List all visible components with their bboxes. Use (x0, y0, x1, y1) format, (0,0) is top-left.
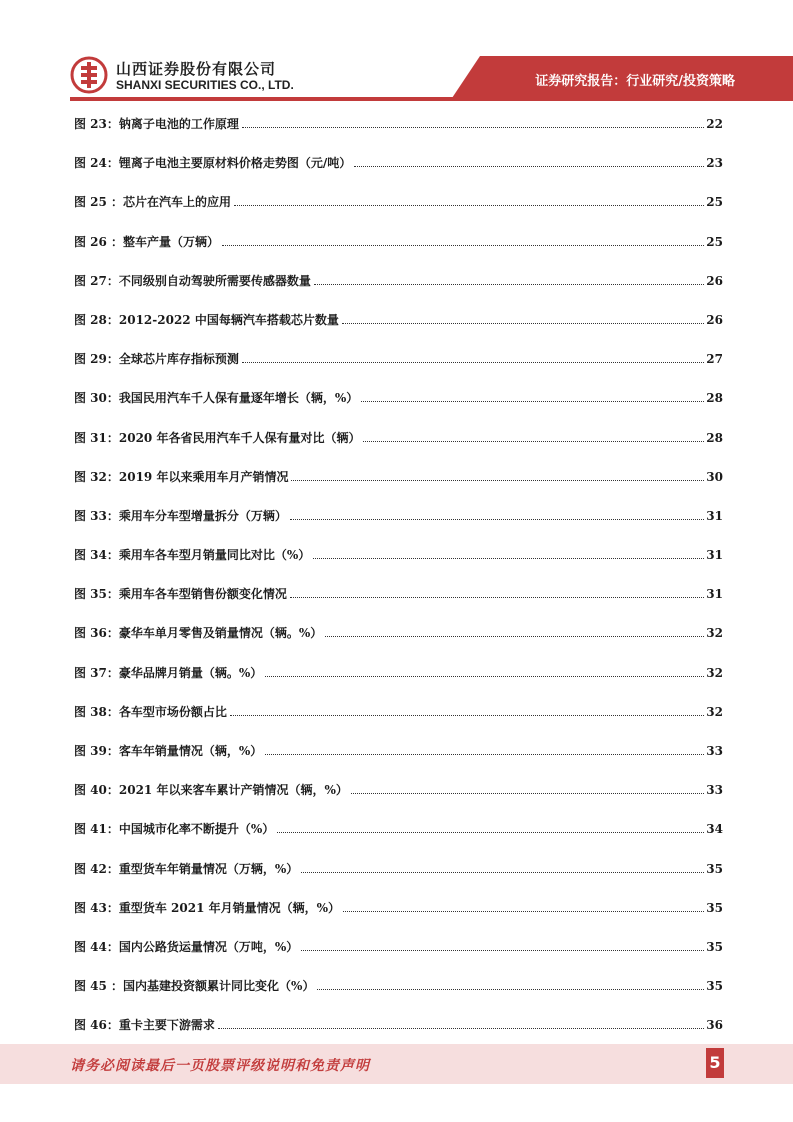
toc-entry-page: 35 (706, 900, 723, 915)
toc-entry[interactable] (74, 577, 723, 616)
toc-entry-label: 图 32：2019 年以来乘用车月产销情况 (74, 469, 289, 484)
toc-entry[interactable] (74, 969, 723, 1008)
toc-entry-label: 图 31：2020 年各省民用汽车千人保有量对比（辆） (74, 430, 361, 445)
toc-dot-leader (290, 518, 704, 520)
toc-entry-label: 图 45 ：国内基建投资额累计同比变化（%） (74, 979, 315, 994)
table-of-figures (74, 107, 723, 1048)
toc-entry-label: 图 29：全球芯片库存指标预测 (74, 352, 239, 367)
toc-entry-page: 32 (706, 626, 723, 641)
toc-dot-leader (265, 753, 704, 755)
toc-dot-leader (290, 596, 704, 598)
company-name-en: SHANXI SECURITIES CO., LTD. (116, 78, 294, 92)
toc-dot-leader (265, 675, 704, 677)
toc-entry-label: 图 26 ：整车产量（万辆） (74, 234, 220, 249)
toc-entry[interactable] (74, 421, 723, 460)
toc-entry-page: 34 (706, 822, 723, 837)
toc-entry-label: 图 27：不同级别自动驾驶所需要传感器数量 (74, 273, 311, 288)
toc-entry-label: 图 35：乘用车各车型销售份额变化情况 (74, 587, 287, 602)
toc-entry[interactable] (74, 225, 723, 264)
toc-entry-page: 36 (706, 1018, 723, 1033)
toc-entry[interactable] (74, 656, 723, 695)
toc-entry-page: 35 (706, 939, 723, 954)
toc-dot-leader (342, 322, 704, 324)
toc-entry-label: 图 38：各车型市场份额占比 (74, 704, 227, 719)
toc-entry-label: 图 25 ：芯片在汽车上的应用 (74, 195, 232, 210)
toc-entry-label: 图 42：重型货车年销量情况（万辆，%） (74, 861, 299, 876)
toc-entry[interactable] (74, 891, 723, 930)
toc-entry-page: 23 (706, 156, 723, 171)
toc-entry-label: 图 37：豪华品牌月销量（辆。%） (74, 665, 263, 680)
toc-entry-label: 图 23：钠离子电池的工作原理 (74, 117, 239, 131)
toc-entry-page: 33 (706, 783, 723, 798)
toc-dot-leader (301, 949, 704, 951)
toc-entry-label: 图 41：中国城市化率不断提升（%） (74, 822, 275, 837)
toc-entry-label: 图 36：豪华车单月零售及销量情况（辆。%） (74, 626, 323, 641)
page-header (0, 0, 793, 100)
toc-entry-label: 图 40：2021 年以来客车累计产销情况（辆，%） (74, 783, 348, 798)
toc-entry-label: 图 30：我国民用汽车千人保有量逐年增长（辆，%） (74, 391, 359, 406)
toc-dot-leader (363, 440, 704, 442)
toc-entry[interactable] (74, 460, 723, 499)
toc-dot-leader (301, 871, 704, 873)
toc-dot-leader (230, 714, 704, 716)
footer-disclaimer: 请务必阅读最后一页股票评级说明和免责声明 (70, 1058, 370, 1074)
toc-dot-leader (313, 557, 704, 559)
toc-entry-page: 30 (706, 469, 723, 484)
toc-entry[interactable] (74, 146, 723, 185)
toc-entry[interactable] (74, 1008, 723, 1047)
toc-entry[interactable] (74, 616, 723, 655)
toc-entry-page: 28 (706, 430, 723, 445)
toc-entry[interactable] (74, 538, 723, 577)
page-number: 5 (706, 1048, 724, 1078)
toc-entry-page: 32 (706, 704, 723, 719)
toc-entry[interactable] (74, 773, 723, 812)
toc-entry-page: 31 (706, 548, 723, 563)
toc-entry-page: 28 (706, 391, 723, 406)
toc-entry-label: 图 39：客车年销量情况（辆，%） (74, 744, 263, 758)
toc-dot-leader (242, 361, 704, 363)
toc-entry-page: 22 (706, 117, 723, 131)
toc-dot-leader (242, 126, 704, 128)
toc-entry-label: 图 33：乘用车分车型增量拆分（万辆） (74, 508, 287, 523)
toc-entry-label: 图 43：重型货车 2021 年月销量情况（辆，%） (74, 900, 341, 915)
report-type-title: 证券研究报告：行业研究/投资策略 (535, 74, 735, 89)
toc-entry-page: 26 (706, 312, 723, 327)
toc-entry-page: 31 (706, 587, 723, 602)
toc-dot-leader (277, 831, 704, 833)
toc-entry-page: 26 (706, 273, 723, 288)
toc-entry[interactable] (74, 342, 723, 381)
toc-entry-page: 27 (706, 352, 723, 367)
toc-dot-leader (354, 165, 704, 167)
toc-dot-leader (351, 792, 704, 794)
company-logo-icon (70, 56, 108, 94)
toc-entry-page: 32 (706, 665, 723, 680)
toc-entry[interactable] (74, 381, 723, 420)
toc-dot-leader (343, 910, 704, 912)
toc-entry-page: 25 (706, 234, 723, 249)
toc-entry-page: 31 (706, 508, 723, 523)
toc-dot-leader (314, 283, 704, 285)
toc-entry[interactable] (74, 734, 723, 773)
toc-entry-label: 图 34：乘用车各车型月销量同比对比（%） (74, 548, 311, 563)
toc-entry-label: 图 46：重卡主要下游需求 (74, 1018, 215, 1033)
toc-entry[interactable] (74, 930, 723, 969)
header-divider (70, 97, 793, 101)
toc-entry[interactable] (74, 812, 723, 851)
company-name-cn: 山西证券股份有限公司 (116, 60, 277, 78)
toc-entry[interactable] (74, 303, 723, 342)
toc-dot-leader (234, 204, 704, 206)
toc-entry-label: 图 24：锂离子电池主要原材料价格走势图（元/吨） (74, 156, 352, 171)
toc-dot-leader (291, 479, 704, 481)
toc-entry[interactable] (74, 264, 723, 303)
toc-entry-label: 图 28：2012-2022 中国每辆汽车搭载芯片数量 (74, 312, 339, 327)
toc-dot-leader (317, 988, 704, 990)
toc-entry-page: 35 (706, 979, 723, 994)
toc-dot-leader (218, 1027, 704, 1029)
toc-entry[interactable] (74, 695, 723, 734)
toc-dot-leader (325, 635, 704, 637)
toc-entry[interactable] (74, 499, 723, 538)
toc-dot-leader (361, 400, 704, 402)
toc-entry[interactable] (74, 852, 723, 891)
toc-entry-page: 35 (706, 861, 723, 876)
toc-entry-page: 25 (706, 195, 723, 210)
toc-entry[interactable] (74, 107, 723, 146)
toc-entry-label: 图 44：国内公路货运量情况（万吨，%） (74, 939, 299, 954)
toc-entry-page: 33 (706, 744, 723, 758)
toc-dot-leader (222, 244, 704, 246)
toc-entry[interactable] (74, 185, 723, 224)
